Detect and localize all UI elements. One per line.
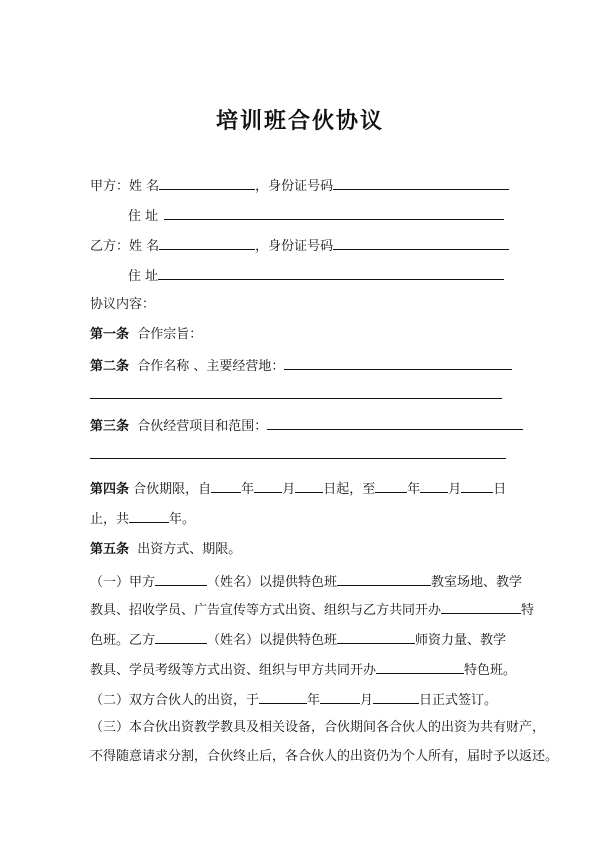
clause-1-text-8: 师资力量、教学 — [415, 633, 507, 648]
content-heading: 协议内容： — [90, 297, 156, 312]
clause-3-line-1: （三）本合伙出资教学教具及相关设备，合伙期间各合伙人的出资为共有财产， — [90, 720, 546, 735]
party-b-address-blank[interactable] — [158, 266, 504, 280]
article-5-number: 第五条 — [90, 542, 130, 557]
clause-1-text-10: 特色班。 — [464, 663, 517, 678]
article-4-years-blank[interactable] — [129, 509, 169, 523]
article-2-number: 第二条 — [90, 359, 130, 374]
party-a-address-label: 住 址 — [128, 209, 159, 224]
party-b-name-blank[interactable] — [159, 236, 255, 250]
article-4-number: 第四条 — [90, 482, 130, 497]
article-4-line-2 — [90, 509, 195, 529]
clause-1-text-1: （一）甲方 — [90, 575, 156, 590]
party-b-id-blank[interactable] — [333, 236, 509, 250]
article-5-text: 出资方式、期限。 — [137, 542, 242, 557]
party-a-name-blank[interactable] — [159, 176, 255, 190]
clause-2-text-2: 年 — [307, 693, 321, 708]
clause-2-day-blank[interactable] — [373, 690, 419, 704]
clause-1-joint-class-blank-1[interactable] — [441, 600, 521, 614]
party-a-label: 甲方： — [90, 179, 130, 194]
article-4-start-day[interactable] — [295, 479, 323, 493]
clause-1-line-2 — [90, 600, 534, 620]
clause-2-text-1: （二）双方合伙人的出资，于 — [90, 693, 260, 708]
article-1 — [90, 326, 202, 344]
article-4-text-8: 止，共 — [90, 512, 130, 527]
article-3 — [90, 416, 523, 436]
clause-1-joint-class-blank-2[interactable] — [376, 660, 464, 674]
article-4-text-9: 年。 — [169, 512, 196, 527]
clause-2-month-blank[interactable] — [320, 690, 360, 704]
article-4-end-year[interactable] — [375, 479, 407, 493]
article-4-text-1: 合伙期限，自 — [133, 482, 212, 497]
clause-2 — [90, 690, 497, 710]
party-b-name-label: 姓 名 — [129, 239, 160, 254]
article-5 — [90, 541, 241, 559]
clause-1-text-4: 教具、招收学员、广告宣传等方式出资、组织与乙方共同开办 — [90, 603, 442, 618]
clause-1-text-7: （姓名）以提供特色班 — [207, 633, 338, 648]
article-2 — [90, 356, 512, 376]
clause-1-text-2: （姓名）以提供特色班 — [207, 575, 338, 590]
article-1-text: 合作宗旨： — [137, 327, 203, 342]
article-4-line-1 — [90, 479, 506, 499]
article-3-blank[interactable] — [267, 416, 523, 430]
party-b-label: 乙方： — [90, 239, 130, 254]
article-4-end-month[interactable] — [420, 479, 448, 493]
article-4-text-4: 日起，至 — [323, 482, 376, 497]
article-4-text-3: 月 — [282, 482, 296, 497]
party-a-id-blank[interactable] — [333, 176, 509, 190]
article-4-text-5: 年 — [407, 482, 421, 497]
article-2-extra-line[interactable] — [90, 398, 502, 399]
clause-1-party-b-name-blank[interactable] — [155, 630, 207, 644]
clause-1-text-5: 特 — [521, 603, 535, 618]
clause-2-year-blank[interactable] — [259, 690, 307, 704]
party-a-id-label: ，身份证号码 — [255, 179, 334, 194]
party-b-address-row — [128, 266, 504, 286]
clause-1-line-1 — [90, 572, 522, 592]
article-3-extra-line[interactable] — [90, 458, 506, 459]
article-4-start-year[interactable] — [211, 479, 241, 493]
article-2-text: 合作名称 、主要经营地： — [137, 359, 285, 374]
party-a-name-row — [90, 176, 509, 196]
clause-1-party-a-name-blank[interactable] — [155, 572, 207, 586]
article-4-end-day[interactable] — [461, 479, 493, 493]
party-a-name-label: 姓 名 — [129, 179, 160, 194]
clause-2-text-3: 月 — [360, 693, 374, 708]
clause-2-text-4: 日正式签订。 — [419, 693, 498, 708]
party-a-address-blank[interactable] — [164, 206, 504, 220]
article-4-text-7: 日 — [493, 482, 507, 497]
clause-3-line-2: 不得随意请求分割，合伙终止后，各合伙人的出资仍为个人所有，届时予以返还。 — [90, 749, 559, 764]
article-4-text-6: 月 — [448, 482, 462, 497]
clause-1-text-6: 色班。乙方 — [90, 633, 156, 648]
clause-1-text-9: 教具、学员考级等方式出资、组织与甲方共同开办 — [90, 663, 377, 678]
article-3-number: 第三条 — [90, 419, 130, 434]
clause-1-line-3 — [90, 630, 506, 650]
article-4-start-month[interactable] — [254, 479, 282, 493]
article-4-text-2: 年 — [241, 482, 255, 497]
party-b-name-row — [90, 236, 509, 256]
article-2-blank[interactable] — [284, 356, 512, 370]
clause-1-line-4 — [90, 660, 516, 680]
clause-1-text-3: 教室场地、教学 — [431, 575, 523, 590]
article-1-number: 第一条 — [90, 327, 130, 342]
document-title: 培训班合伙协议 — [215, 108, 384, 134]
clause-1-party-b-class-blank[interactable] — [337, 630, 415, 644]
party-a-address-row — [128, 206, 504, 226]
party-b-id-label: ，身份证号码 — [255, 239, 334, 254]
party-b-address-label: 住 址 — [128, 269, 159, 284]
article-3-text: 合伙经营项目和范围： — [137, 419, 268, 434]
clause-1-party-a-class-blank[interactable] — [337, 572, 431, 586]
